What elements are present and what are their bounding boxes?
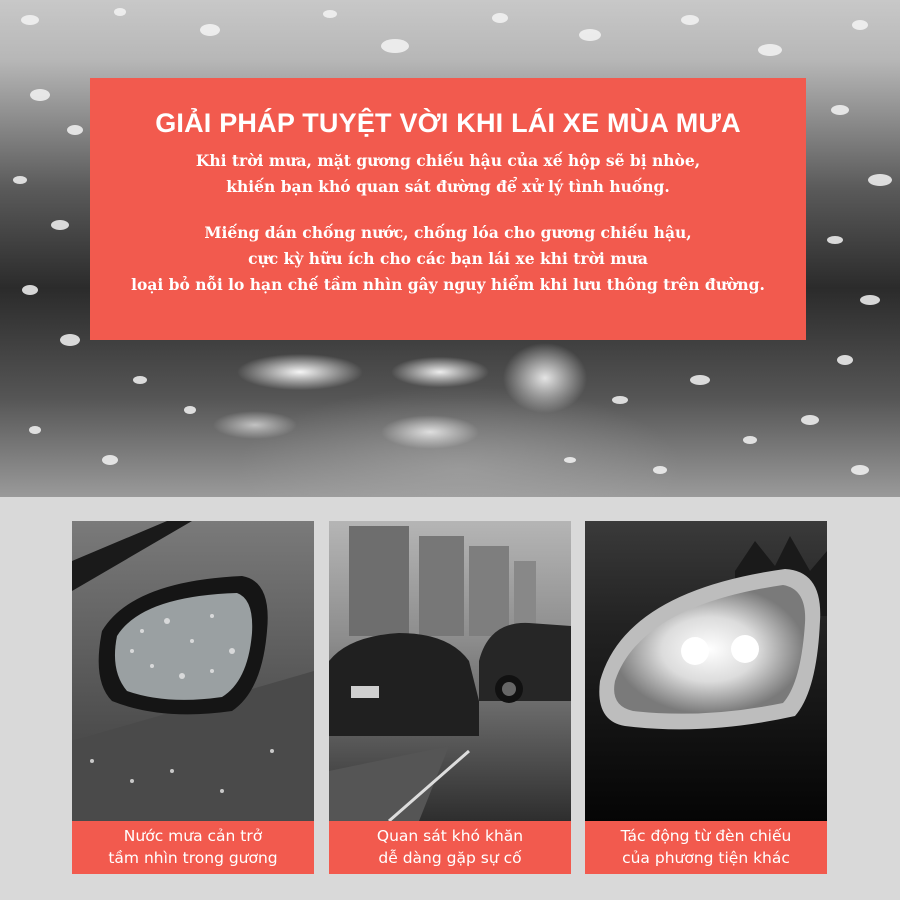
caption-line: tầm nhìn trong gương [108,849,278,867]
card-caption [72,821,314,874]
banner-title: GIẢI PHÁP TUYỆT VỜI KHI LÁI XE MÙA MƯA [155,108,741,138]
card-caption [585,821,827,874]
banner-paragraph-1 [90,148,806,200]
feature-card-rain-mirror [72,521,314,874]
feature-card-headlight-glare [585,521,827,874]
banner-line: Miếng dán chống nước, chống lóa cho gương chiếu hậu, [204,223,692,242]
caption-line: Tác động từ đèn chiếu [620,827,792,845]
feature-card-wet-street [329,521,571,874]
rainy-side-mirror-image [72,521,314,821]
headlight-glare-mirror-image [585,521,827,821]
caption-line: Quan sát khó khăn [376,827,524,845]
wet-street-cars-image [329,521,571,821]
banner-line: khiến bạn khó quan sát đường để xử lý tình huống. [226,177,670,196]
banner-line: Khi trời mưa, mặt gương chiếu hậu của xế hộp sẽ bị nhòe, [195,151,701,170]
banner-line: loại bỏ nỗi lo hạn chế tầm nhìn gây nguy hiểm khi lưu thông trên đường. [131,275,765,294]
caption-line: dễ dàng gặp sự cố [378,849,522,867]
banner-line: cực kỳ hữu ích cho các bạn lái xe khi trời mưa [248,249,648,268]
promo-banner [90,78,806,340]
caption-line: Nước mưa cản trở [123,827,263,845]
caption-line: của phương tiện khác [622,849,790,867]
banner-paragraph-2 [90,220,806,298]
card-caption [329,821,571,874]
